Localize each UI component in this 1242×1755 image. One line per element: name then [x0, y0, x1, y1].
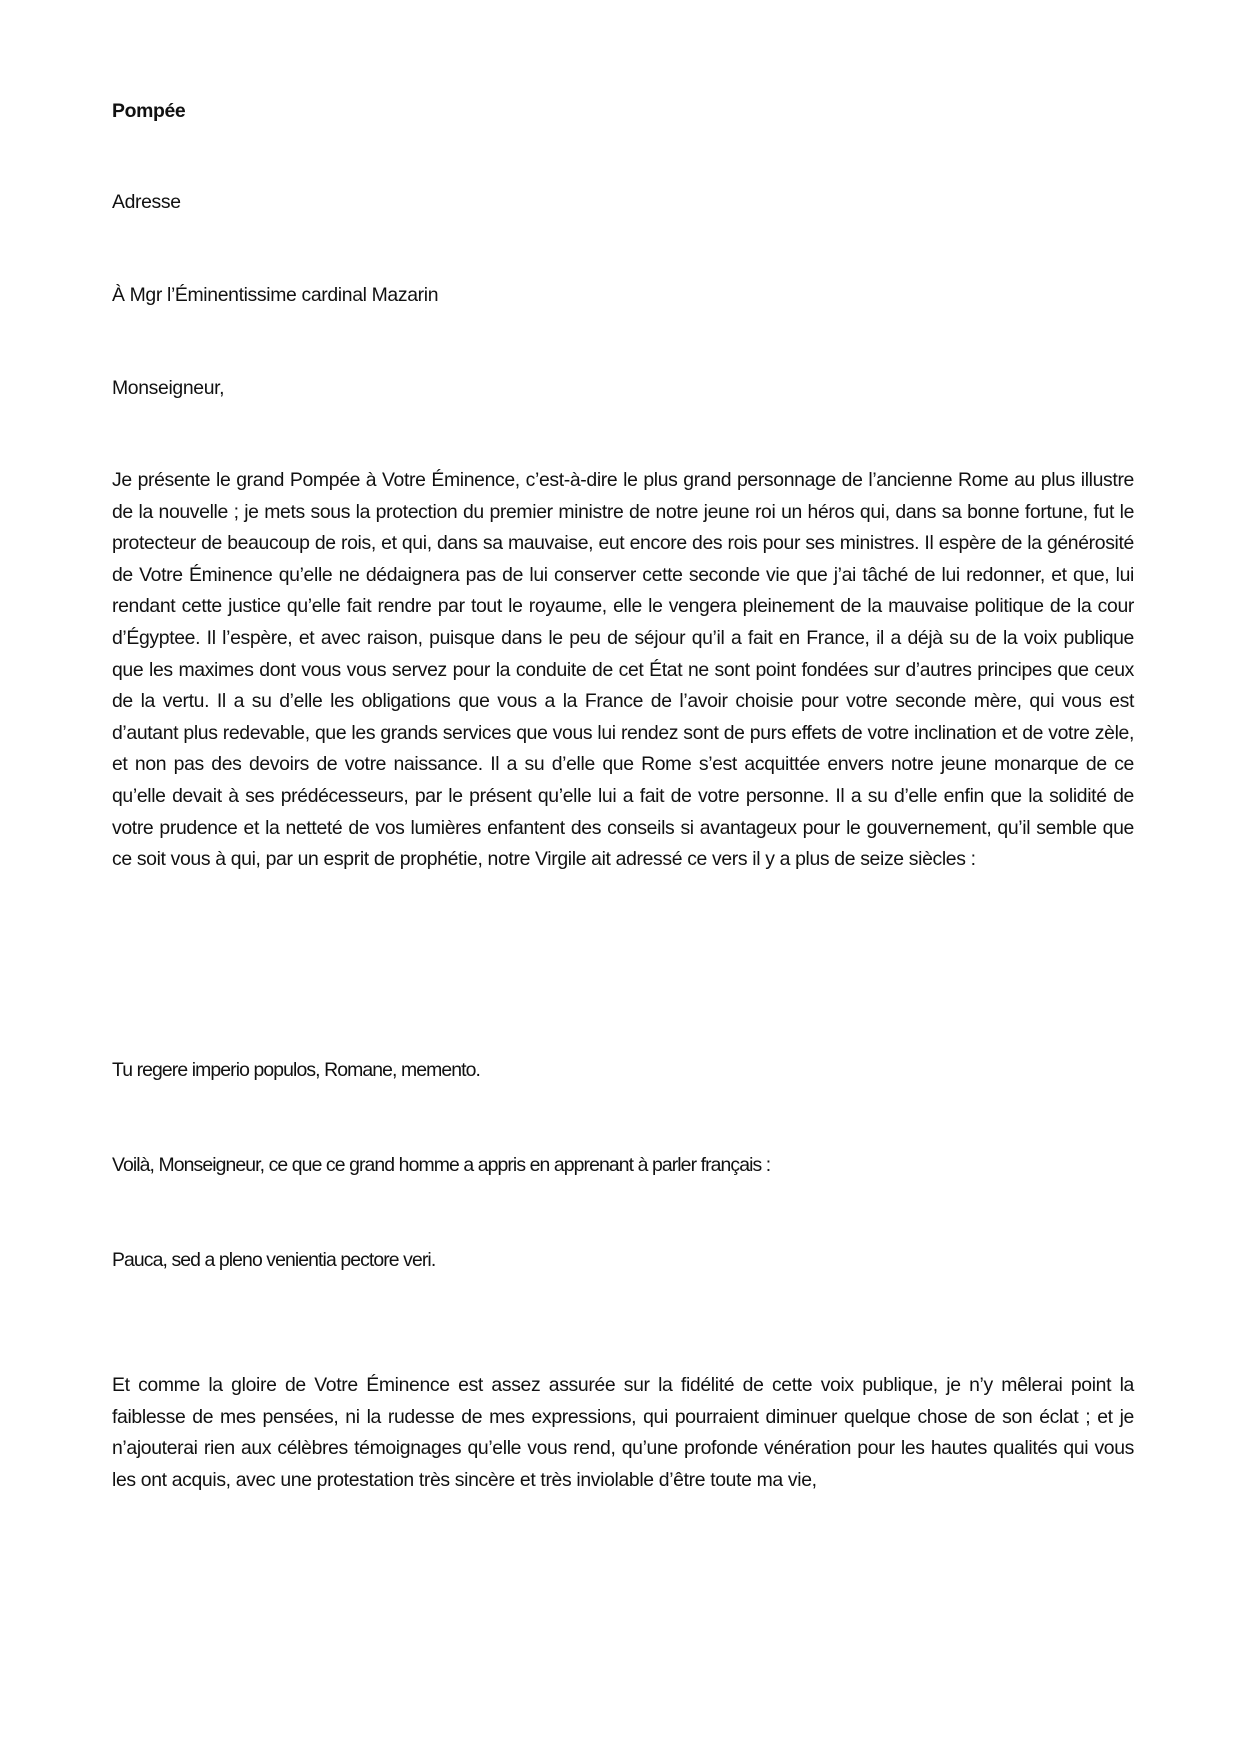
document-title: Pompée: [112, 100, 186, 122]
section-label: Adresse: [112, 191, 181, 213]
salutation: Monseigneur,: [112, 377, 225, 399]
dedication-paragraph: Je présente le grand Pompée à Votre Éminence, c’est-à-dire le plus grand personnage de l’ancienne Rome au plus illustre de la nouvelle ; je mets sous la protection du premier ministre de notre jeune roi un héros qui, dans sa bonne fortune, fut le protecteur de beaucoup de rois, et qui, dans sa mauvaise, eut encore des rois pour ses ministres. Il espère de la générosité de Votre Éminence qu’elle ne dédaignera pas de lui conserver cette seconde vie que j’ai tâché de lui redonner, et que, lui rendant cette justice qu’elle fait rendre par tout le royaume, elle le vengera pleinement de la mauvaise politique de la cour d’Égyptee. Il l’espère, et avec raison, puisque dans le peu de séjour qu’il a fait en France, il a déjà su de la voix publique que les maximes dont vous vous servez pour la conduite de cet État ne sont point fondées sur d’autres principes que ceux de la vertu. Il a su d’elle les obligations que vous a la France de l’avoir choisie pour votre seconde mère, qui vous est d’autant plus redevable, que les grands services que vous lui rendez sont de purs effets de votre inclination et de votre zèle, et non pas des devoirs de votre naissance. Il a su d’elle que Rome s’est acquittée envers notre jeune monarque de ce qu’elle devait à ses prédécesseurs, par le présent qu’elle lui a fait de votre personne. Il a su d’elle enfin que la solidité de votre prudence et la netteté de vos lumières enfantent des conseils si avantageux pour le gouvernement, qu’il semble que ce soit vous à qui, par un esprit de prophétie, notre Virgile ait adressé ce vers il y a plus de seize siècles :: [112, 469, 1134, 871]
latin-quote-pauca: Pauca, sed a pleno venientia pectore veri.: [112, 1249, 436, 1271]
latin-quote-virgil: Tu regere imperio populos, Romane, memento.: [112, 1059, 480, 1081]
addressee-line: À Mgr l’Éminentissime cardinal Mazarin: [112, 284, 439, 306]
transition-line: Voilà, Monseigneur, ce que ce grand homme a appris en apprenant à parler français :: [112, 1154, 771, 1176]
closing-paragraph: Et comme la gloire de Votre Éminence est assez assurée sur la fidélité de cette voix publique, je n’y mêlerai point la faiblesse de mes pensées, ni la rudesse de mes expressions, qui pourraient diminuer quelque chose de son éclat ; et je n’ajouterai rien aux célèbres témoignages qu’elle vous rend, qu’une profonde vénération pour les hautes qualités qui vous les ont acquis, avec une protestation très sincère et très inviolable d’être toute ma vie,: [112, 1374, 1134, 1491]
